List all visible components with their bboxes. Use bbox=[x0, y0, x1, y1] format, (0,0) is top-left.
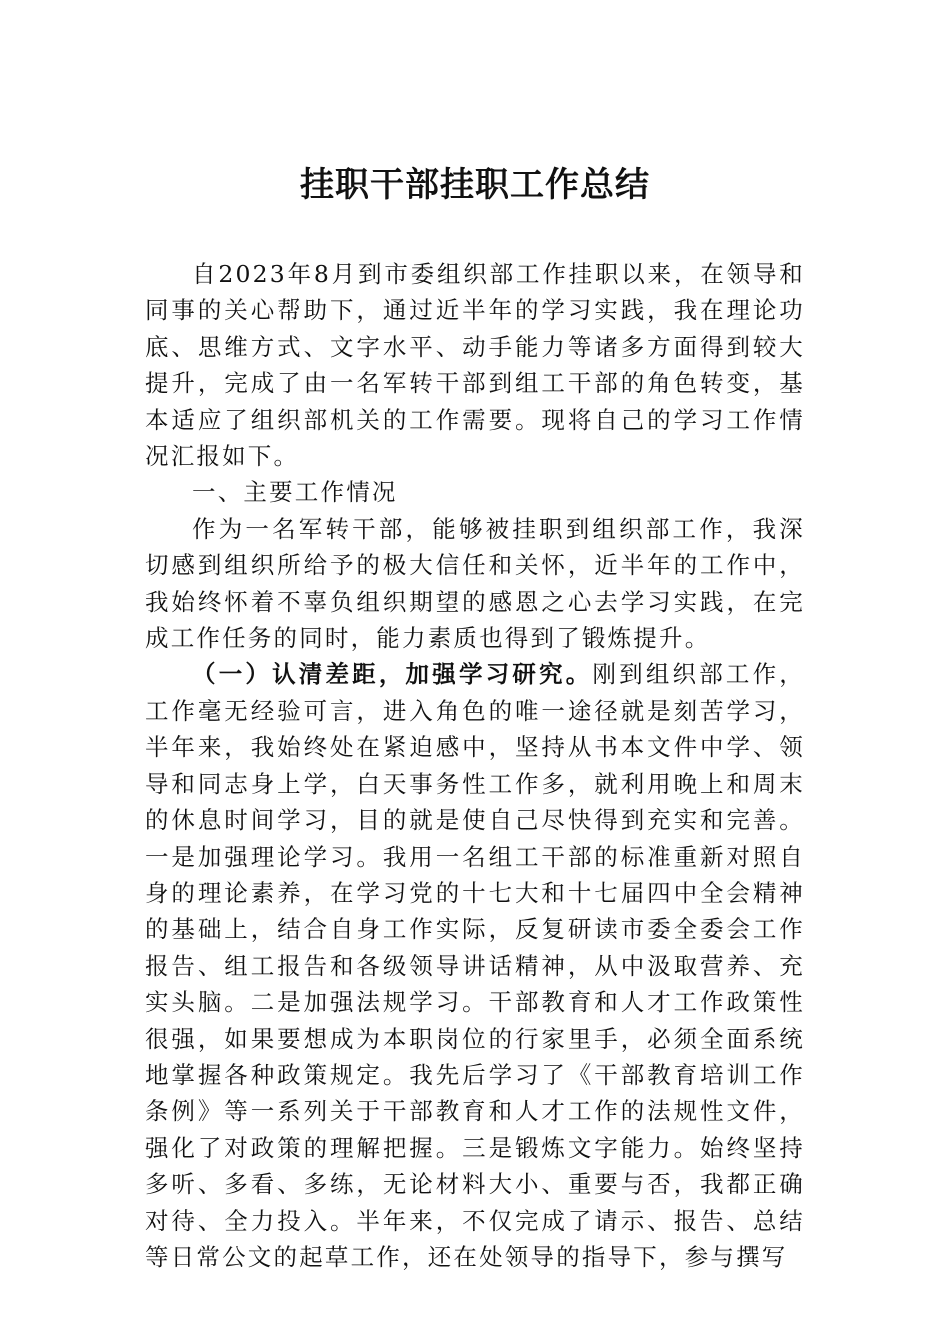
subsection-body: 刚到组织部工作，工作毫无经验可言，进入角色的唯一途径就是刻苦学习，半年来，我始终处在紧迫感中，坚持从书本文件中学、领导和同志身上学，白天事务性工作多，就利用晚上和周末的休息时间学习，目的就是使自己尽快得到充实和完善。一是加强理论学习。我用一名组工干部的标准重新对照自身的理论素养，在学习党的十七大和十七届四中全会精神的基础上，结合自身工作实际，反复研读市委全委会工作报告、组工报告和各级领导讲话精神，从中汲取营养、充实头脑。二是加强法规学习。干部教育和人才工作政策性很强，如果要想成为本职岗位的行家里手，必须全面系统地掌握各种政策规定。我先后学习了《干部教育培训工作条例》等一系列关于干部教育和人才工作的法规性文件，强化了对政策的理解把握。三是锻炼文字能力。始终坚持多听、多看、多练，无论材料大小、重要与否，我都正确对待、全力投入。半年来，不仅完成了请示、报告、总结等日常公文的起草工作，还在处领导的指导下，参与撰写 bbox=[145, 660, 806, 1271]
subsection-paragraph bbox=[145, 656, 805, 1275]
subsection-heading: （一）认清差距，加强学习研究。 bbox=[192, 660, 593, 689]
section-heading: 一、主要工作情况 bbox=[192, 478, 398, 507]
document-title: 挂职干部挂职工作总结 bbox=[300, 165, 650, 205]
document-body bbox=[145, 256, 805, 1275]
intro-paragraph: 自2023年8月到市委组织部工作挂职以来，在领导和同事的关心帮助下，通过近半年的学习实践，我在理论功底、思维方式、文字水平、动手能力等诸多方面得到较大提升，完成了由一名军转干部到组工干部的角色转变，基本适应了组织部机关的工作需要。现将自己的学习工作情况汇报如下。 bbox=[145, 260, 805, 471]
section-paragraph: 作为一名军转干部，能够被挂职到组织部工作，我深切感到组织所给予的极大信任和关怀，近半年的工作中，我始终怀着不辜负组织期望的感恩之心去学习实践，在完成工作任务的同时，能力素质也得到了锻炼提升。 bbox=[145, 514, 805, 653]
